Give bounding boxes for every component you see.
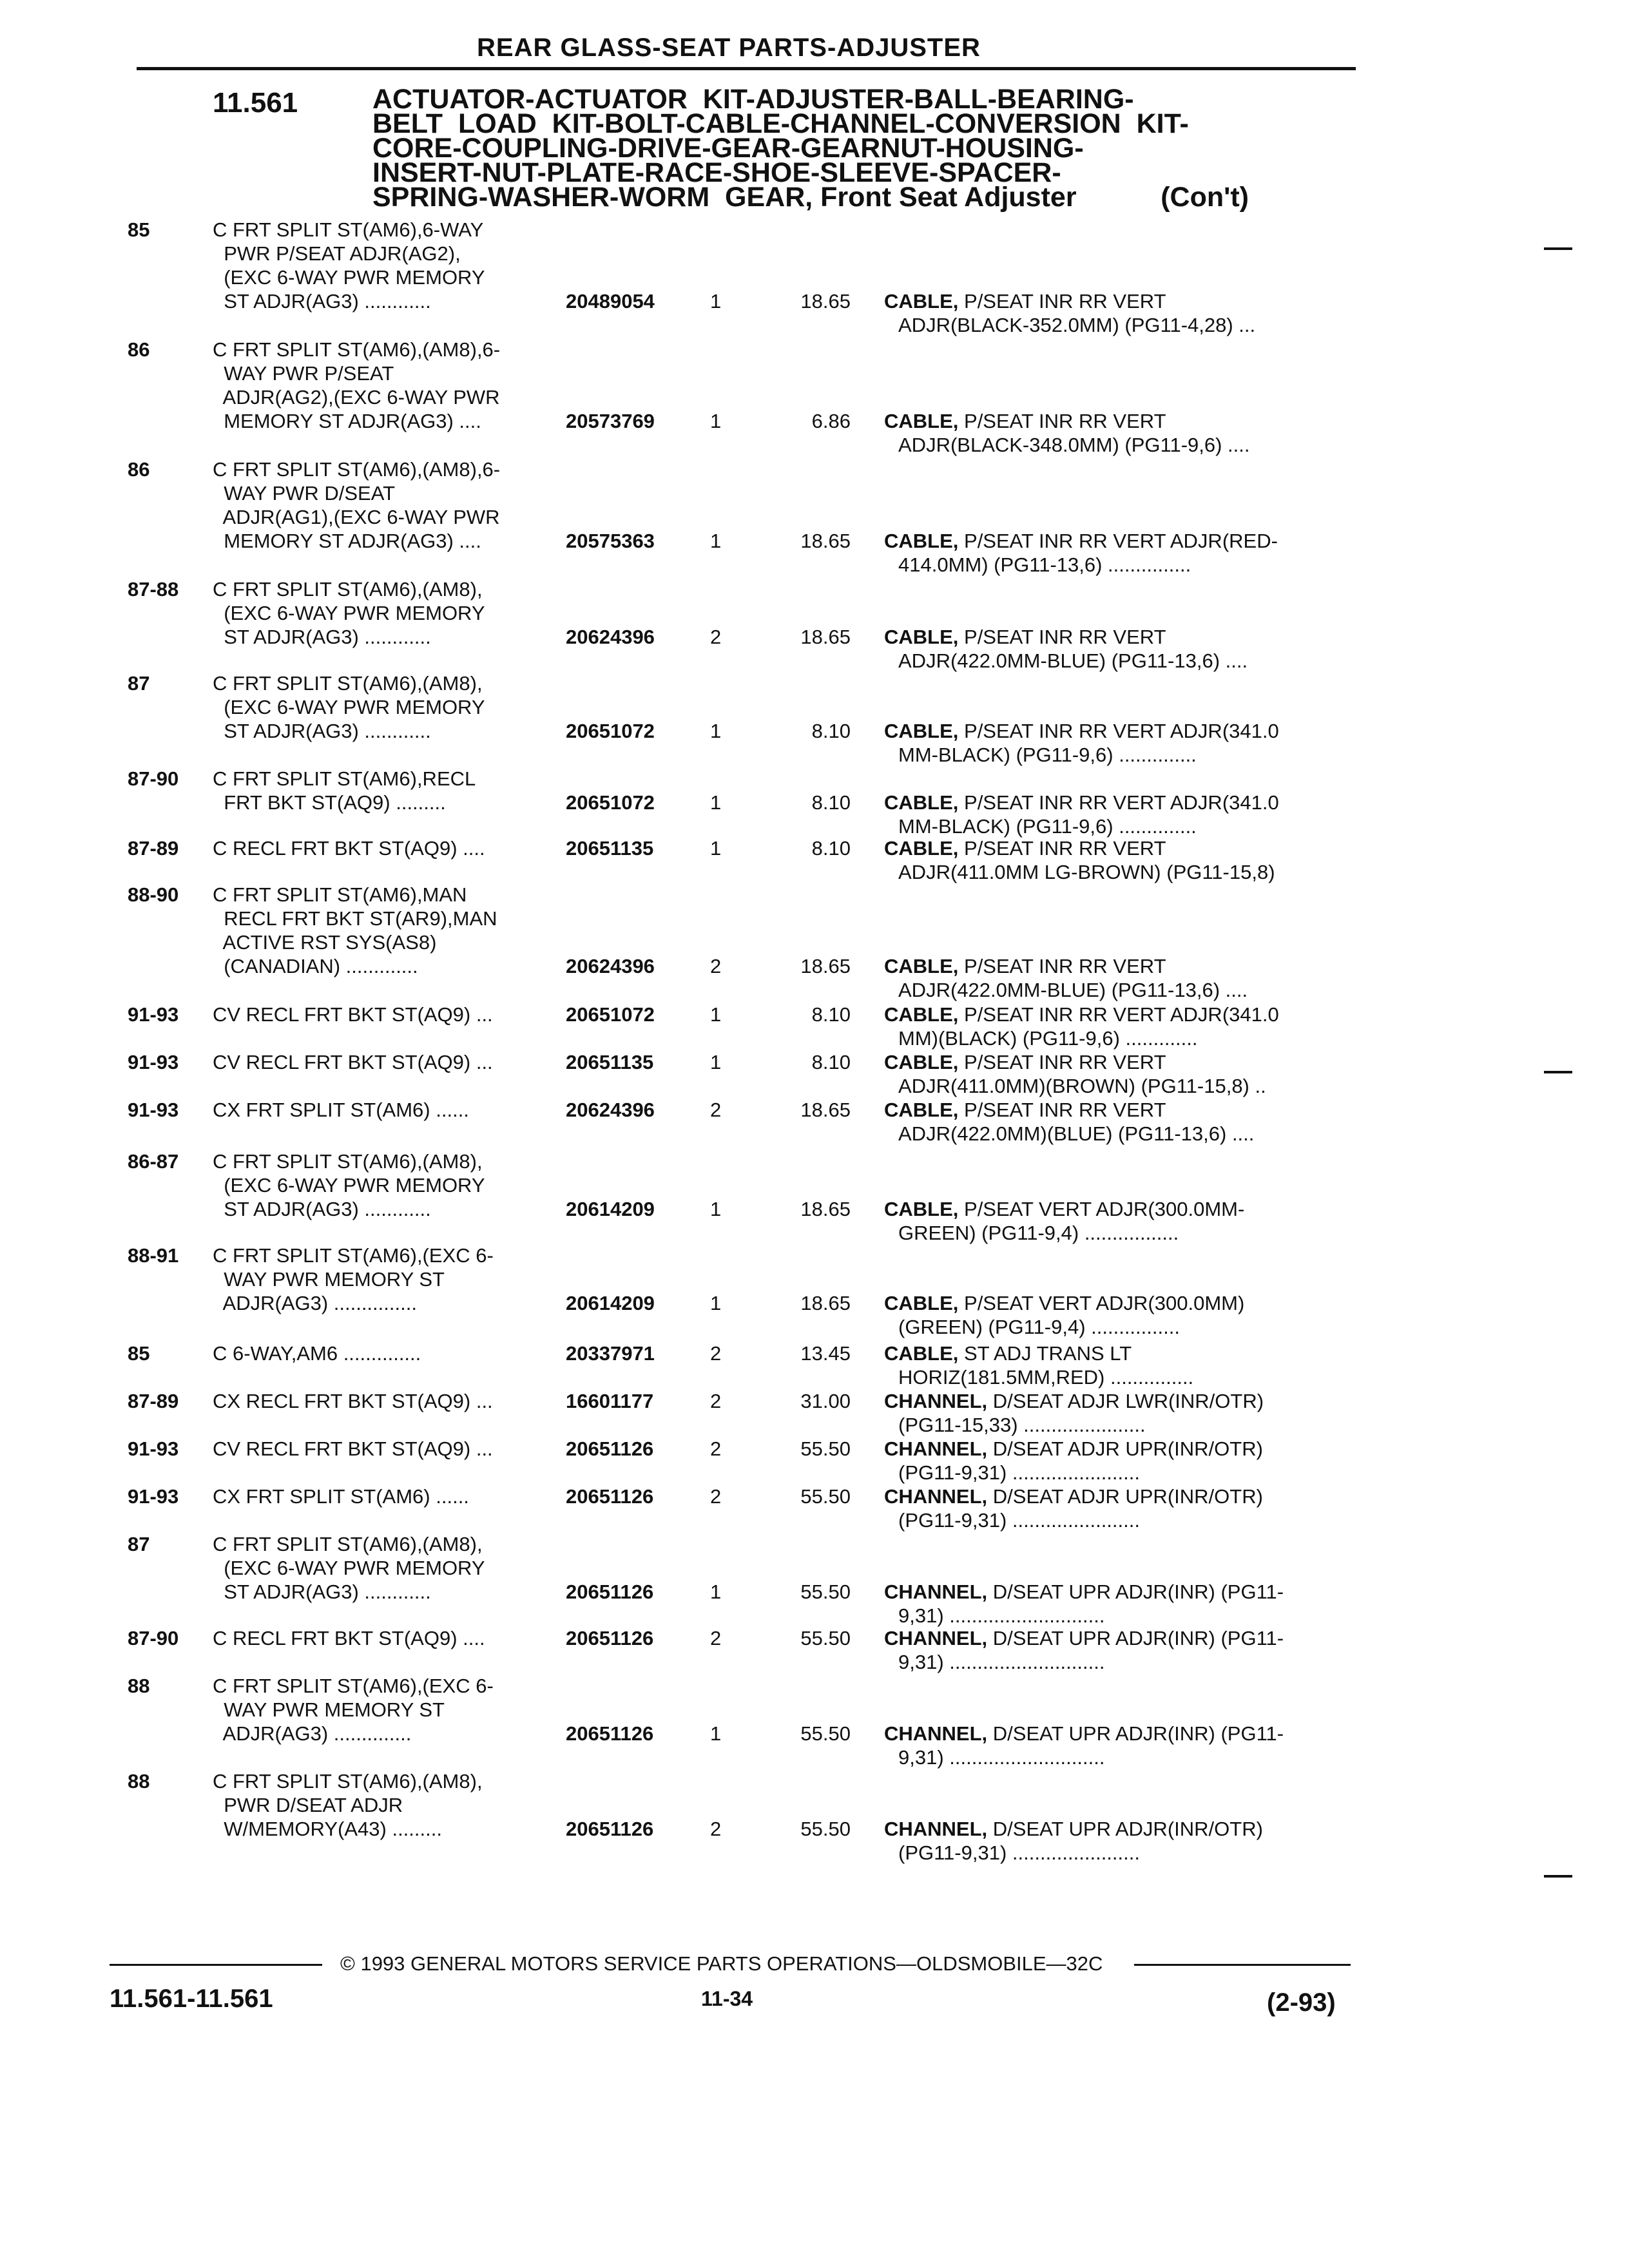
part-name-text: P/SEAT VERT ADJR(300.0MM-: [964, 1198, 1245, 1220]
part-number: 20651135: [566, 837, 654, 860]
section-title-line: CORE-COUPLING-DRIVE-GEAR-GEARNUT-HOUSING-: [372, 133, 1084, 164]
part-name-line: (GREEN) (PG11-9,4) ................: [898, 1316, 1180, 1338]
part-type: CABLE,: [884, 1003, 959, 1026]
part-name-text: D/SEAT UPR ADJR(INR) (PG11-: [992, 1581, 1284, 1603]
model-year: 87: [128, 1533, 150, 1555]
quantity: 2: [710, 1818, 722, 1840]
usage-line: (EXC 6-WAY PWR MEMORY: [213, 602, 485, 624]
part-type: CABLE,: [884, 290, 959, 312]
part-number: 20651126: [566, 1627, 654, 1649]
part-name-line: 9,31) ............................: [898, 1604, 1105, 1627]
model-year: 91-93: [128, 1051, 179, 1073]
price: 55.50: [800, 1485, 851, 1508]
part-number: 20651072: [566, 720, 655, 742]
usage-line: WAY PWR MEMORY ST: [213, 1268, 445, 1291]
part-name-line: [884, 625, 1348, 649]
part-name: [884, 1485, 1348, 1532]
quantity: 1: [710, 1003, 722, 1026]
usage-description: [213, 1532, 561, 1604]
usage-description: [213, 883, 561, 978]
usage-line: CX FRT SPLIT ST(AM6) ......: [213, 1485, 469, 1508]
usage-description: [213, 1050, 561, 1074]
usage-line: W/MEMORY(A43) .........: [213, 1818, 442, 1840]
part-name-text: D/SEAT UPR ADJR(INR/OTR): [992, 1818, 1263, 1840]
usage-line: WAY PWR D/SEAT: [213, 482, 396, 505]
part-number: 20651135: [566, 1051, 654, 1073]
usage-line: ADJR(AG3) ...............: [213, 1292, 417, 1314]
part-type: CABLE,: [884, 1342, 959, 1365]
usage-line: C 6-WAY,AM6 ..............: [213, 1342, 421, 1365]
part-name-line: MM-BLACK) (PG11-9,6) ..............: [898, 815, 1197, 838]
part-name-text: P/SEAT INR RR VERT ADJR(341.0: [964, 791, 1279, 814]
usage-line: ADJR(AG1),(EXC 6-WAY PWR: [213, 506, 500, 528]
price: 18.65: [800, 1292, 851, 1314]
part-name-text: P/SEAT INR RR VERT: [964, 1051, 1166, 1073]
price: 55.50: [800, 1581, 851, 1603]
part-name-text: P/SEAT INR RR VERT: [964, 1099, 1166, 1121]
part-number: 20651072: [566, 1003, 655, 1026]
model-year: 88: [128, 1675, 150, 1697]
price: 18.65: [800, 1198, 851, 1220]
usage-line: CV RECL FRT BKT ST(AQ9) ...: [213, 1437, 493, 1460]
part-name: [884, 1722, 1348, 1769]
usage-description: [213, 1769, 561, 1841]
part-name: [884, 791, 1348, 838]
part-name-line: [884, 1722, 1348, 1745]
part-type: CHANNEL,: [884, 1390, 988, 1412]
quantity: 1: [710, 410, 722, 432]
part-name: [884, 836, 1348, 884]
part-name-line: ADJR(422.0MM-BLUE) (PG11-13,6) ....: [898, 649, 1248, 672]
part-name: [884, 1389, 1348, 1437]
footer-date: (2-93): [1267, 1988, 1336, 2017]
price: 55.50: [800, 1437, 851, 1460]
part-type: CABLE,: [884, 1198, 959, 1220]
part-name-text: D/SEAT ADJR UPR(INR/OTR): [992, 1437, 1263, 1460]
part-type: CABLE,: [884, 837, 959, 860]
price: 55.50: [800, 1818, 851, 1840]
part-name-line: [884, 1817, 1348, 1841]
usage-line: C RECL FRT BKT ST(AQ9) ....: [213, 837, 485, 860]
part-type: CHANNEL,: [884, 1485, 988, 1508]
usage-line: MEMORY ST ADJR(AG3) ....: [213, 530, 481, 552]
quantity: 1: [710, 290, 722, 312]
part-number: 20651126: [566, 1581, 654, 1603]
footer-copyright: © 1993 GENERAL MOTORS SERVICE PARTS OPERATIONS—OLDSMOBILE—32C: [340, 1952, 1103, 1975]
part-name-line: (PG11-9,31) .......................: [898, 1841, 1140, 1864]
part-name-text: P/SEAT INR RR VERT: [964, 626, 1166, 648]
usage-description: [213, 338, 561, 433]
section-title-line: INSERT-NUT-PLATE-RACE-SHOE-SLEEVE-SPACER-: [372, 157, 1061, 188]
part-type: CABLE,: [884, 410, 959, 432]
part-name-text: P/SEAT VERT ADJR(300.0MM): [964, 1292, 1245, 1314]
part-number: 20651126: [566, 1818, 654, 1840]
usage-line: ADJR(AG3) ..............: [213, 1722, 412, 1745]
part-number: 20624396: [566, 955, 655, 977]
part-type: CHANNEL,: [884, 1581, 988, 1603]
part-name-text: P/SEAT INR RR VERT: [964, 837, 1166, 860]
section-title-last: SPRING-WASHER-WORM GEAR, Front Seat Adjuster: [372, 182, 1077, 213]
part-type: CABLE,: [884, 1099, 959, 1121]
part-name: [884, 289, 1348, 337]
part-name-line: (PG11-9,31) .......................: [898, 1461, 1140, 1484]
quantity: 1: [710, 1581, 722, 1603]
section-title-line: [372, 182, 1249, 213]
part-name-line: [884, 1437, 1348, 1461]
usage-description: [213, 1389, 561, 1413]
part-name: [884, 1437, 1348, 1485]
part-number: 20651072: [566, 791, 655, 814]
part-name-line: [884, 1485, 1348, 1508]
quantity: 1: [710, 791, 722, 814]
model-year: 87-89: [128, 1390, 179, 1412]
part-name: [884, 1341, 1348, 1389]
price: 8.10: [811, 791, 851, 814]
usage-line: C FRT SPLIT ST(AM6),(AM8),: [213, 1533, 483, 1555]
price: 6.86: [811, 410, 851, 432]
usage-line: (EXC 6-WAY PWR MEMORY: [213, 266, 485, 289]
model-year: 91-93: [128, 1003, 179, 1026]
quantity: 1: [710, 1051, 722, 1073]
model-year: 91-93: [128, 1099, 179, 1121]
price: 18.65: [800, 530, 851, 552]
header-rule: [137, 67, 1356, 70]
usage-line: FRT BKT ST(AQ9) .........: [213, 791, 446, 814]
model-year: 86: [128, 458, 150, 481]
section-title: [372, 84, 1326, 213]
usage-line: ADJR(AG2),(EXC 6-WAY PWR: [213, 386, 500, 408]
part-name-line: [884, 1626, 1348, 1650]
usage-line: ACTIVE RST SYS(AS8): [213, 931, 437, 954]
part-name: [884, 1626, 1348, 1674]
usage-line: PWR P/SEAT ADJR(AG2),: [213, 242, 461, 265]
part-name-line: [884, 1050, 1348, 1074]
part-name-line: [884, 954, 1348, 978]
model-year: 91-93: [128, 1437, 179, 1460]
part-name: [884, 1098, 1348, 1146]
usage-line: C FRT SPLIT ST(AM6),(AM8),: [213, 1150, 483, 1173]
part-type: CABLE,: [884, 720, 959, 742]
usage-description: [213, 1674, 561, 1745]
usage-line: CV RECL FRT BKT ST(AQ9) ...: [213, 1051, 493, 1073]
part-name: [884, 1817, 1348, 1865]
part-name-line: MM)(BLACK) (PG11-9,6) .............: [898, 1027, 1198, 1050]
part-name-line: [884, 1291, 1348, 1315]
part-name-line: MM-BLACK) (PG11-9,6) ..............: [898, 744, 1197, 766]
part-name-line: [884, 529, 1348, 553]
usage-description: [213, 1626, 561, 1650]
usage-line: C FRT SPLIT ST(AM6),(AM8),6-: [213, 458, 501, 481]
usage-line: WAY PWR MEMORY ST: [213, 1698, 445, 1721]
usage-line: ST ADJR(AG3) ............: [213, 1198, 431, 1220]
part-name: [884, 625, 1348, 673]
usage-description: [213, 1244, 561, 1315]
part-name-line: ADJR(422.0MM-BLUE) (PG11-13,6) ....: [898, 979, 1248, 1001]
part-name-line: 414.0MM) (PG11-13,6) ...............: [898, 553, 1191, 576]
model-year: 87-89: [128, 837, 179, 860]
price: 18.65: [800, 955, 851, 977]
part-number: 20624396: [566, 1099, 655, 1121]
usage-description: [213, 1003, 561, 1026]
part-name-text: D/SEAT ADJR UPR(INR/OTR): [992, 1485, 1263, 1508]
price: 13.45: [800, 1342, 851, 1365]
continued-label: (Con't): [1161, 182, 1249, 213]
part-name-text: ST ADJ TRANS LT: [964, 1342, 1132, 1365]
part-type: CABLE,: [884, 955, 959, 977]
part-name-line: ADJR(411.0MM LG-BROWN) (PG11-15,8): [898, 861, 1275, 883]
part-name-line: 9,31) ............................: [898, 1651, 1105, 1673]
part-type: CHANNEL,: [884, 1818, 988, 1840]
footer-rule: [1134, 1964, 1351, 1966]
model-year: 85: [128, 1342, 150, 1365]
model-year: 86: [128, 338, 150, 361]
part-name-line: [884, 836, 1348, 860]
usage-line: (CANADIAN) .............: [213, 955, 418, 977]
section-number: 11.561: [213, 87, 298, 119]
usage-line: WAY PWR P/SEAT: [213, 362, 394, 385]
margin-tick: [1544, 1071, 1572, 1073]
quantity: 2: [710, 1627, 722, 1649]
quantity: 2: [710, 626, 722, 648]
usage-line: C FRT SPLIT ST(AM6),MAN: [213, 883, 467, 906]
usage-description: [213, 457, 561, 553]
part-number: 20651126: [566, 1437, 654, 1460]
usage-line: ST ADJR(AG3) ............: [213, 720, 431, 742]
part-name-line: [884, 1197, 1348, 1221]
usage-description: [213, 671, 561, 743]
usage-description: [213, 1149, 561, 1221]
part-name-line: [884, 1003, 1348, 1026]
quantity: 2: [710, 1390, 722, 1412]
quantity: 2: [710, 1099, 722, 1121]
part-type: CABLE,: [884, 530, 959, 552]
model-year: 87-90: [128, 767, 179, 790]
part-name: [884, 1580, 1348, 1628]
price: 31.00: [800, 1390, 851, 1412]
part-name-line: [884, 791, 1348, 814]
part-name-text: P/SEAT INR RR VERT ADJR(341.0: [964, 720, 1279, 742]
part-name-line: HORIZ(181.5MM,RED) ...............: [898, 1366, 1194, 1389]
usage-line: (EXC 6-WAY PWR MEMORY: [213, 1174, 485, 1196]
part-name-line: [884, 289, 1348, 313]
part-name: [884, 1050, 1348, 1098]
price: 55.50: [800, 1627, 851, 1649]
part-name: [884, 954, 1348, 1002]
quantity: 1: [710, 837, 722, 860]
part-name: [884, 1197, 1348, 1245]
quantity: 1: [710, 1198, 722, 1220]
part-number: 20573769: [566, 410, 655, 432]
usage-line: ST ADJR(AG3) ............: [213, 1581, 431, 1603]
model-year: 87-88: [128, 578, 179, 601]
part-name: [884, 1291, 1348, 1339]
usage-line: (EXC 6-WAY PWR MEMORY: [213, 696, 485, 718]
part-name-line: [884, 1580, 1348, 1604]
part-name-line: 9,31) ............................: [898, 1746, 1105, 1769]
quantity: 2: [710, 1342, 722, 1365]
part-type: CHANNEL,: [884, 1722, 988, 1745]
quantity: 2: [710, 1485, 722, 1508]
model-year: 87: [128, 672, 150, 695]
usage-description: [213, 767, 561, 814]
section-title-line: ACTUATOR-ACTUATOR KIT-ADJUSTER-BALL-BEARING-: [372, 84, 1134, 115]
model-year: 88: [128, 1770, 150, 1792]
usage-line: C FRT SPLIT ST(AM6),(EXC 6-: [213, 1675, 494, 1697]
usage-description: [213, 1341, 561, 1365]
price: 8.10: [811, 1051, 851, 1073]
usage-line: ST ADJR(AG3) ............: [213, 626, 431, 648]
usage-line: C FRT SPLIT ST(AM6),(EXC 6-: [213, 1244, 494, 1267]
part-name-text: D/SEAT UPR ADJR(INR) (PG11-: [992, 1627, 1284, 1649]
part-type: CHANNEL,: [884, 1627, 988, 1649]
margin-tick: [1544, 247, 1572, 250]
part-number: 20651126: [566, 1722, 654, 1745]
price: 8.10: [811, 1003, 851, 1026]
part-name-line: ADJR(422.0MM)(BLUE) (PG11-13,6) ....: [898, 1122, 1255, 1145]
part-name-text: D/SEAT ADJR LWR(INR/OTR): [992, 1390, 1264, 1412]
footer-page-number: 11-34: [701, 1987, 753, 2010]
usage-line: RECL FRT BKT ST(AR9),MAN: [213, 907, 497, 930]
part-name: [884, 529, 1348, 577]
usage-description: [213, 1485, 561, 1508]
usage-line: MEMORY ST ADJR(AG3) ....: [213, 410, 481, 432]
usage-line: CV RECL FRT BKT ST(AQ9) ...: [213, 1003, 493, 1026]
model-year: 87-90: [128, 1627, 179, 1649]
model-year: 86-87: [128, 1150, 179, 1173]
part-type: CABLE,: [884, 626, 959, 648]
part-name-line: (PG11-15,33) ......................: [898, 1414, 1146, 1436]
part-number: 20614209: [566, 1198, 655, 1220]
quantity: 1: [710, 720, 722, 742]
part-name-line: [884, 719, 1348, 743]
page-title: REAR GLASS-SEAT PARTS-ADJUSTER: [477, 34, 981, 62]
usage-line: C FRT SPLIT ST(AM6),6-WAY: [213, 218, 484, 241]
part-name-text: P/SEAT INR RR VERT: [964, 410, 1166, 432]
usage-line: ST ADJR(AG3) ............: [213, 290, 431, 312]
part-number: 20575363: [566, 530, 655, 552]
part-name-line: [884, 1389, 1348, 1413]
usage-line: (EXC 6-WAY PWR MEMORY: [213, 1557, 485, 1579]
part-name-line: (PG11-9,31) .......................: [898, 1509, 1140, 1532]
quantity: 1: [710, 1722, 722, 1745]
usage-line: C FRT SPLIT ST(AM6),RECL: [213, 767, 476, 790]
part-type: CABLE,: [884, 1051, 959, 1073]
quantity: 1: [710, 530, 722, 552]
part-number: 20624396: [566, 626, 655, 648]
price: 55.50: [800, 1722, 851, 1745]
part-name-line: ADJR(BLACK-352.0MM) (PG11-4,28) ...: [898, 314, 1256, 336]
price: 18.65: [800, 1099, 851, 1121]
part-name-text: P/SEAT INR RR VERT: [964, 955, 1166, 977]
part-number: 16601177: [566, 1390, 654, 1412]
usage-description: [213, 577, 561, 649]
usage-line: PWR D/SEAT ADJR: [213, 1794, 403, 1816]
part-type: CABLE,: [884, 791, 959, 814]
part-name-text: P/SEAT INR RR VERT ADJR(341.0: [964, 1003, 1279, 1026]
quantity: 2: [710, 955, 722, 977]
price: 18.65: [800, 290, 851, 312]
model-year: 85: [128, 218, 150, 241]
part-name-line: ADJR(BLACK-348.0MM) (PG11-9,6) ....: [898, 434, 1250, 456]
part-number: 20614209: [566, 1292, 655, 1314]
usage-description: [213, 1098, 561, 1122]
footer-section-range: 11.561-11.561: [110, 1984, 273, 2013]
part-name-line: [884, 409, 1348, 433]
usage-line: C FRT SPLIT ST(AM6),(AM8),: [213, 578, 483, 601]
part-name-text: P/SEAT INR RR VERT ADJR(RED-: [964, 530, 1278, 552]
margin-tick: [1544, 1875, 1572, 1878]
footer-rule: [110, 1964, 322, 1966]
usage-line: C RECL FRT BKT ST(AQ9) ....: [213, 1627, 485, 1649]
part-name-line: ADJR(411.0MM)(BROWN) (PG11-15,8) ..: [898, 1075, 1266, 1097]
model-year: 91-93: [128, 1485, 179, 1508]
section-title-line: BELT LOAD KIT-BOLT-CABLE-CHANNEL-CONVERSION KIT-: [372, 108, 1189, 139]
part-number: 20651126: [566, 1485, 654, 1508]
part-name-line: [884, 1098, 1348, 1122]
usage-line: CX RECL FRT BKT ST(AQ9) ...: [213, 1390, 493, 1412]
quantity: 2: [710, 1437, 722, 1460]
model-year: 88-90: [128, 883, 179, 906]
price: 18.65: [800, 626, 851, 648]
price: 8.10: [811, 720, 851, 742]
usage-line: CX FRT SPLIT ST(AM6) ......: [213, 1099, 469, 1121]
quantity: 1: [710, 1292, 722, 1314]
part-number: 20489054: [566, 290, 655, 312]
usage-line: C FRT SPLIT ST(AM6),(AM8),: [213, 672, 483, 695]
part-type: CHANNEL,: [884, 1437, 988, 1460]
usage-description: [213, 836, 561, 860]
part-name: [884, 409, 1348, 457]
part-name: [884, 719, 1348, 767]
usage-description: [213, 218, 561, 313]
part-name-text: D/SEAT UPR ADJR(INR) (PG11-: [992, 1722, 1284, 1745]
usage-description: [213, 1437, 561, 1461]
model-year: 88-91: [128, 1244, 179, 1267]
part-name: [884, 1003, 1348, 1050]
part-name-line: [884, 1341, 1348, 1365]
price: 8.10: [811, 837, 851, 860]
part-number: 20337971: [566, 1342, 655, 1365]
part-name-line: GREEN) (PG11-9,4) .................: [898, 1222, 1179, 1244]
usage-line: C FRT SPLIT ST(AM6),(AM8),: [213, 1770, 483, 1792]
usage-line: C FRT SPLIT ST(AM6),(AM8),6-: [213, 338, 501, 361]
part-type: CABLE,: [884, 1292, 959, 1314]
part-name-text: P/SEAT INR RR VERT: [964, 290, 1166, 312]
